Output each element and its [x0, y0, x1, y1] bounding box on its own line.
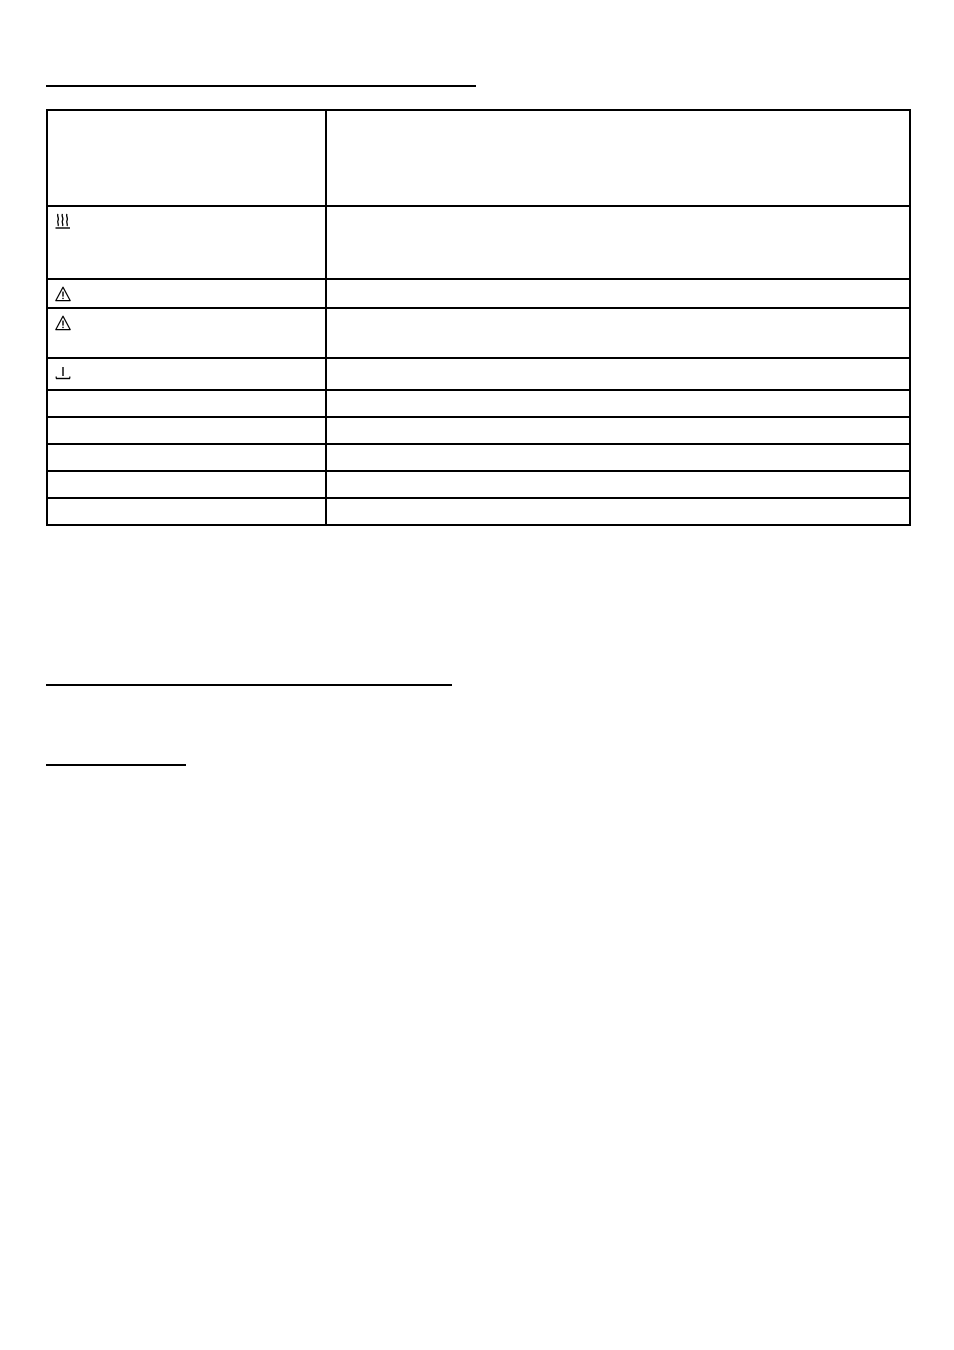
symbol-cell: [47, 444, 326, 471]
section-heading-rule-middle: [46, 684, 452, 686]
table-row: [47, 471, 910, 498]
symbol-cell: [47, 206, 326, 279]
table-row: [47, 358, 910, 390]
table-row: [47, 110, 910, 206]
description-cell: [326, 279, 910, 308]
table-row: [47, 498, 910, 525]
description-cell: [326, 110, 910, 206]
table-row: [47, 279, 910, 308]
description-cell: [326, 417, 910, 444]
description-cell: [326, 308, 910, 358]
table-row: [47, 206, 910, 279]
section-heading-rule-top: [46, 85, 476, 87]
warning-triangle-icon: [55, 315, 71, 331]
symbol-cell: [47, 358, 326, 390]
warning-triangle-icon: [55, 286, 71, 302]
symbol-cell: [47, 390, 326, 417]
symbol-cell: [47, 417, 326, 444]
description-cell: [326, 358, 910, 390]
symbol-cell: [47, 308, 326, 358]
description-cell: [326, 471, 910, 498]
symbol-cell: [47, 279, 326, 308]
symbols-table: [46, 109, 911, 526]
ground-terminal-icon: [55, 365, 71, 381]
table-row: [47, 444, 910, 471]
symbol-cell: [47, 110, 326, 206]
subsection-heading-rule: [46, 764, 186, 766]
table-row: [47, 308, 910, 358]
symbol-cell: [47, 498, 326, 525]
table-row: [47, 390, 910, 417]
table-row: [47, 417, 910, 444]
description-cell: [326, 444, 910, 471]
hot-surface-icon: [55, 213, 71, 229]
description-cell: [326, 390, 910, 417]
description-cell: [326, 206, 910, 279]
symbol-cell: [47, 471, 326, 498]
description-cell: [326, 498, 910, 525]
